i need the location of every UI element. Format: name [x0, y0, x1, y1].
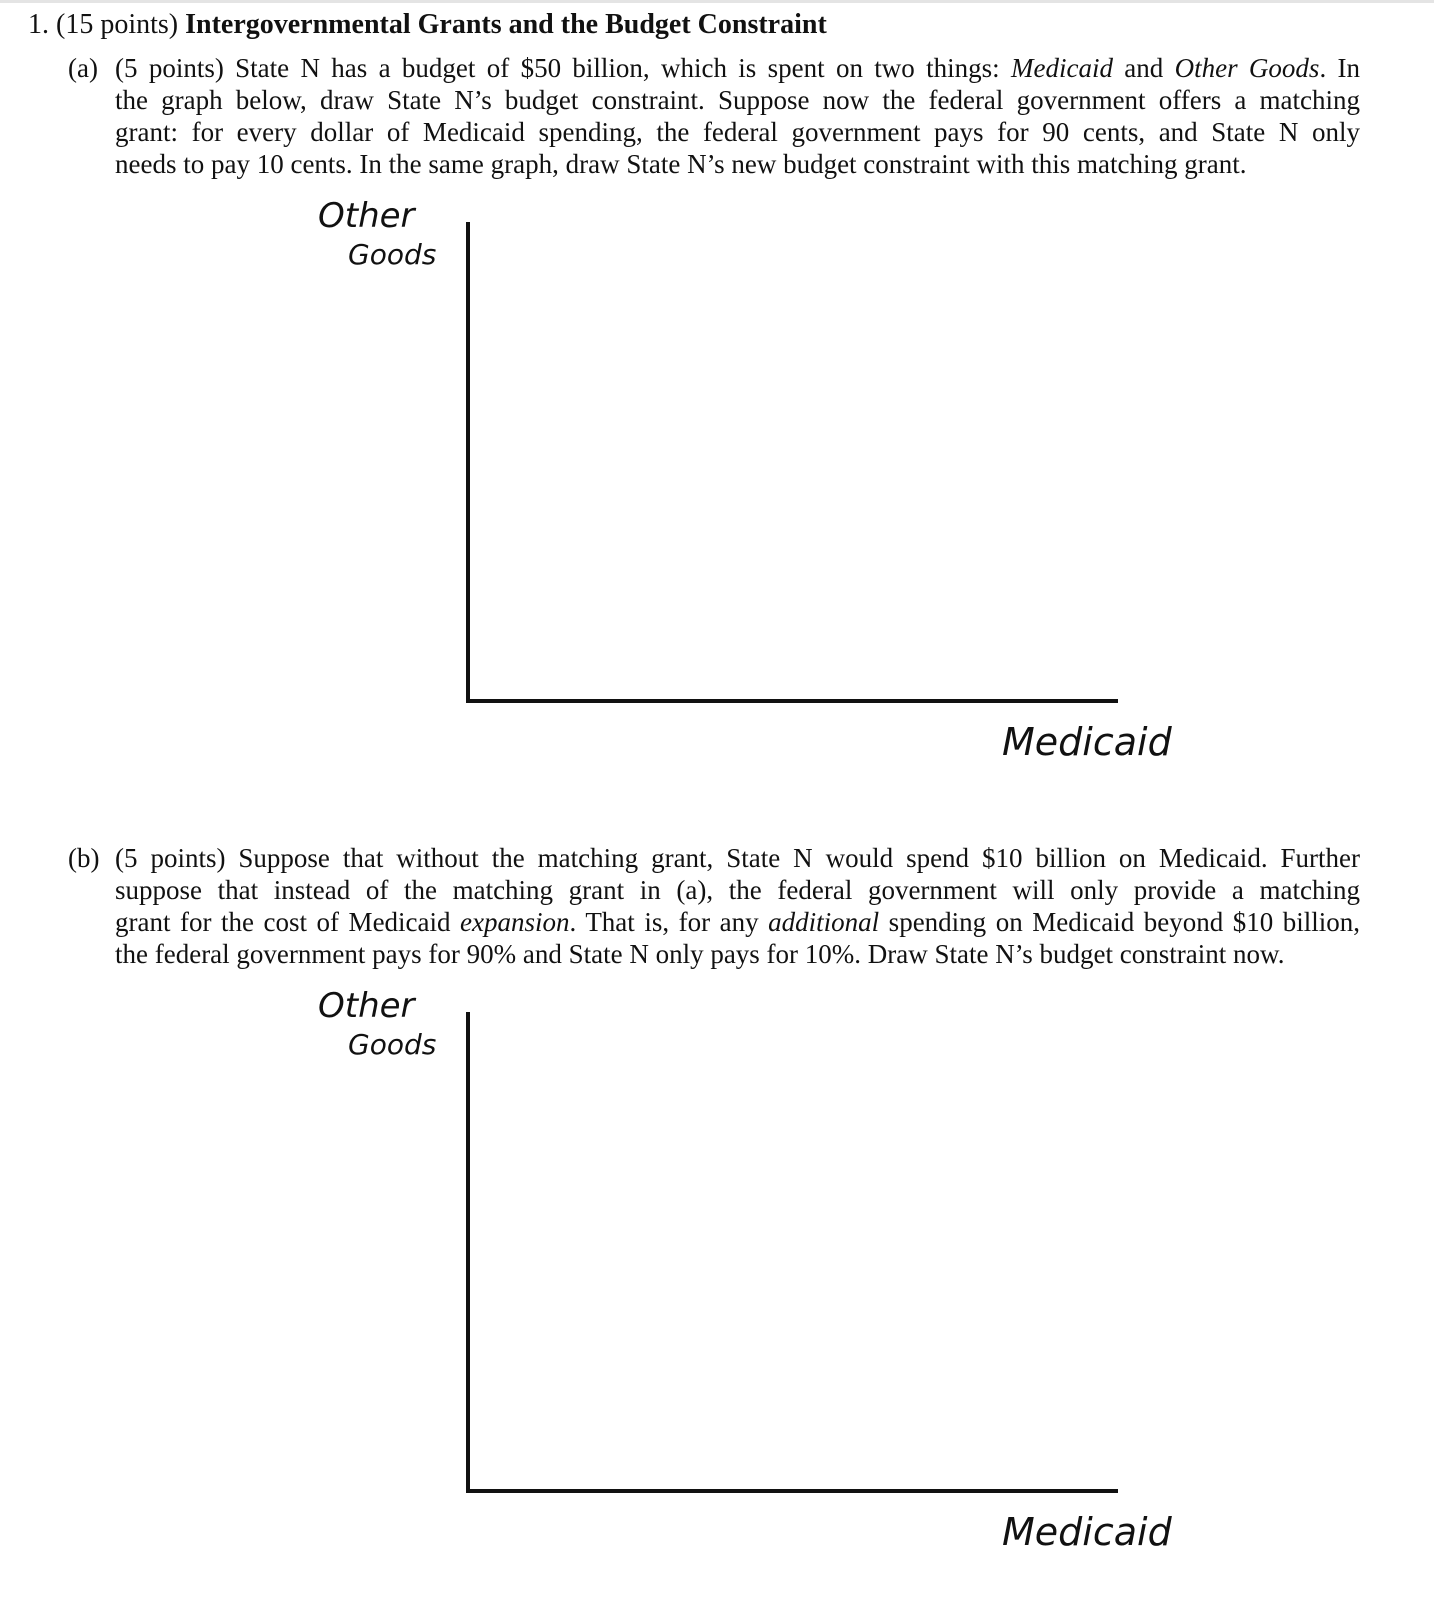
question-title [28, 8, 827, 42]
top-rule [0, 0, 1434, 3]
part-a-line-4: needs to pay 10 cents. In the same graph, draw State N’s new budget constraint with this matching grant. [115, 149, 1247, 179]
question-heading: Intergovernmental Grants and the Budget Constraint [185, 9, 827, 40]
graph-b-x-label: Medicaid [1002, 1510, 1172, 1554]
part-b-line-1: (5 points) Suppose that without the matching grant, State N would spend $10 billion on Medicaid. Further [115, 843, 1360, 873]
part-b-line-4: the federal government pays for 90% and State N only pays for 10%. Draw State N’s budget constraint now. [115, 939, 1285, 969]
graph-a-y-axis [466, 222, 470, 703]
part-b-text [115, 842, 1360, 970]
graph-b-y-label-other: Other [318, 986, 415, 1026]
graph-b-y-label-goods: Goods [348, 1028, 437, 1061]
question-points: (15 points) [56, 9, 179, 40]
part-a-text [115, 52, 1360, 180]
graph-a-x-axis [466, 699, 1118, 703]
graph-a-y-label-goods: Goods [348, 238, 437, 271]
part-a-line-2: the graph below, draw State N’s budget constraint. Suppose now the federal government offers a matching [115, 85, 1360, 115]
graph-a-y-label-other: Other [318, 196, 415, 236]
part-b-label: (b) [68, 843, 100, 873]
graph-b-x-axis [466, 1489, 1118, 1493]
part-a-line-1: (5 points) State N has a budget of $50 billion, which is spent on two things: Medicaid and Other Goods. In [115, 53, 1361, 83]
part-a-line-3: grant: for every dollar of Medicaid spending, the federal government pays for 90 cents, and State N only [115, 117, 1360, 147]
part-b-line-3: grant for the cost of Medicaid expansion. That is, for any additional spending on Medicaid beyond $10 billion, [115, 907, 1361, 937]
graph-b-y-axis [466, 1012, 470, 1493]
graph-a-x-label: Medicaid [1002, 720, 1172, 764]
question-number: 1. [28, 9, 49, 40]
part-a-label: (a) [68, 53, 98, 83]
part-b-line-2: suppose that instead of the matching grant in (a), the federal government will only provide a matching [115, 875, 1360, 905]
